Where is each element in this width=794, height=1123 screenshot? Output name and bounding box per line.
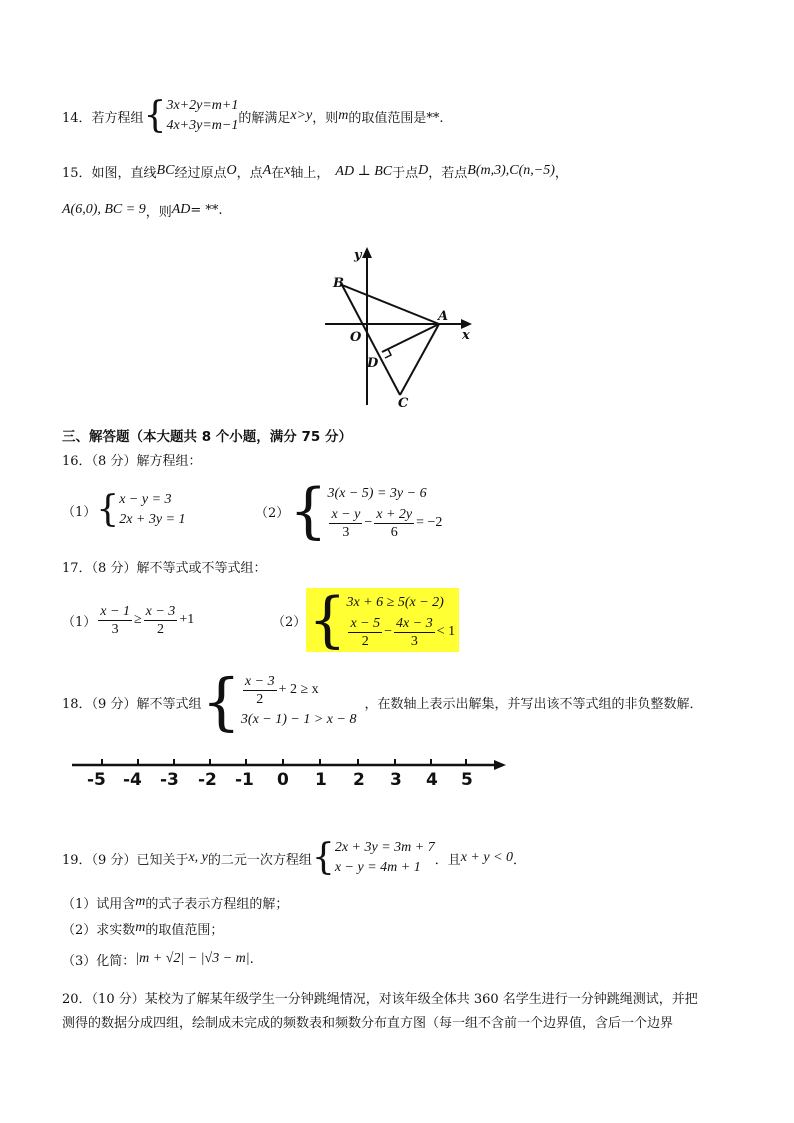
q19-vars: x, y bbox=[188, 850, 208, 865]
q19-s2-text: 的取值范围； bbox=[145, 922, 224, 938]
q18-rest1: + 2 ≥ x bbox=[278, 682, 319, 697]
tick-label: -5 bbox=[87, 770, 106, 790]
label-d: D bbox=[367, 356, 379, 371]
q20-line1: 20．（10 分）某校为了解某年级学生一分钟跳绳情况，对该年级全体共 360 名学生进行一分钟跳绳测试，并把 bbox=[62, 992, 698, 1007]
q16-p1-eq1: x − y = 3 bbox=[119, 492, 172, 507]
q15-text: ，若点 bbox=[428, 165, 468, 181]
tick-label: 3 bbox=[390, 770, 402, 790]
q14-system bbox=[144, 96, 239, 136]
label-o: O bbox=[350, 330, 362, 345]
question-19 bbox=[62, 836, 526, 880]
q19-s3-expr: |m + √2| − |√3 − m| bbox=[135, 951, 250, 966]
q15-text: 15．如图，直线 bbox=[62, 165, 157, 181]
q17-p2-den2: 3 bbox=[410, 633, 418, 649]
q18-intro: 18．（9 分）解不等式组 bbox=[62, 696, 202, 712]
q17-p2-num2: 4x − 3 bbox=[396, 615, 433, 631]
q19-sub3 bbox=[62, 947, 254, 971]
q14-eq2: 4x+3y=m−1 bbox=[166, 118, 239, 133]
q15-ad: AD bbox=[171, 202, 191, 217]
label-a: A bbox=[438, 309, 449, 324]
q18-num: x − 3 bbox=[244, 673, 275, 689]
q16-p2-num1: x − y bbox=[331, 506, 361, 522]
q16-p1-label: （1） bbox=[62, 504, 97, 520]
q15-x: x bbox=[284, 163, 291, 178]
q16-part1 bbox=[62, 488, 186, 532]
q15-text: 在 bbox=[271, 165, 285, 181]
q15-text: 轴上， bbox=[290, 165, 330, 181]
q16-p2-eq1: 3(x − 5) = 3y − 6 bbox=[327, 485, 427, 501]
q17-p1-ge: ≥ bbox=[133, 612, 142, 627]
label-x: x bbox=[462, 328, 470, 343]
tick-label: -1 bbox=[235, 770, 254, 790]
q14-eq1: 3x+2y=m+1 bbox=[166, 98, 239, 113]
q19-cond: x + y < 0 bbox=[460, 850, 514, 865]
q15-points: B(m,3),C(n,−5) bbox=[467, 163, 555, 178]
q15-text: 于点 bbox=[392, 165, 419, 181]
q14-cond: x>y bbox=[290, 108, 313, 123]
tick-label: -4 bbox=[123, 770, 142, 790]
section-title: 三、解答题（本大题共 8 个小题，满分 75 分） bbox=[62, 429, 352, 445]
q17-p2-num1: x − 5 bbox=[350, 615, 381, 631]
q19-sub1 bbox=[62, 891, 288, 913]
q16-p2-den1: 3 bbox=[342, 524, 350, 540]
q15-given: A(6,0), BC = 9 bbox=[62, 202, 146, 217]
q17-p1-num1: x − 1 bbox=[100, 603, 130, 619]
q17-p2-label: （2） bbox=[272, 614, 307, 630]
q17-p1-den2: 2 bbox=[156, 621, 164, 637]
tick-label: 4 bbox=[426, 770, 438, 790]
q16-p2-den2: 6 bbox=[390, 524, 398, 540]
q19-s3-text: （3）化简： bbox=[62, 953, 136, 969]
tick-label: 1 bbox=[315, 770, 327, 790]
q19-eq2: x − y = 4m + 1 bbox=[334, 860, 421, 875]
q19-s3-end: . bbox=[249, 951, 254, 967]
q16-p2-minus: − bbox=[364, 515, 373, 530]
q17-part2 bbox=[272, 584, 459, 656]
q19-s1-text: 的式子表示方程组的解； bbox=[145, 896, 289, 912]
q17-p1-num2: x − 3 bbox=[145, 603, 176, 619]
q17-p2-highlight bbox=[306, 585, 459, 655]
tick-label: 0 bbox=[277, 770, 289, 790]
q16-part2 bbox=[255, 476, 442, 546]
q17-p2-minus: − bbox=[384, 624, 393, 639]
q19-eq1: 2x + 3y = 3m + 7 bbox=[334, 840, 435, 855]
q19-sub2 bbox=[62, 917, 223, 939]
q15-text: ，点 bbox=[236, 165, 263, 181]
q14-comma: ，则 bbox=[312, 110, 339, 126]
brace-icon: { bbox=[308, 585, 347, 655]
q15-bc: BC bbox=[156, 163, 175, 178]
label-y: y bbox=[354, 248, 362, 263]
question-14 bbox=[62, 96, 444, 136]
q17-p2-eq1: 3x + 6 ≥ 5(x − 2) bbox=[346, 594, 444, 610]
label-c: C bbox=[398, 396, 409, 411]
tick-label: 2 bbox=[353, 770, 365, 790]
geometry-figure bbox=[320, 245, 480, 415]
q16-p1-eq2: 2x + 3y = 1 bbox=[119, 512, 186, 527]
q14-number: 14．若方程组 bbox=[62, 110, 144, 126]
q16-p2-rhs: = −2 bbox=[416, 515, 443, 530]
q19-s2-m: m bbox=[135, 920, 146, 935]
q15-text: ， bbox=[554, 165, 568, 181]
q15-text: ，则 bbox=[145, 204, 172, 220]
arrow-right-icon bbox=[494, 760, 506, 770]
q15-perp: AD ⊥ BC bbox=[335, 163, 393, 179]
q19-mid: 的二元一次方程组 bbox=[207, 852, 312, 868]
question-18 bbox=[62, 664, 702, 740]
q18-eq2: 3(x − 1) − 1 > x − 8 bbox=[240, 711, 357, 727]
segment-ba bbox=[342, 285, 439, 324]
q16-p2-num2: x + 2y bbox=[376, 506, 413, 522]
q17-p1-label: （1） bbox=[62, 614, 97, 630]
q15-a: A bbox=[262, 163, 272, 178]
q15-d: D bbox=[418, 163, 429, 178]
q17-p2-den1: 2 bbox=[361, 633, 369, 649]
q17-intro: 17．（8 分）解不等式或不等式组： bbox=[62, 561, 267, 576]
q18-den: 2 bbox=[256, 691, 264, 707]
q19-s1-text: （1）试用含 bbox=[62, 896, 136, 912]
q18-tail: ，在数轴上表示出解集，并写出该不等式组的非负整数解． bbox=[364, 696, 703, 712]
q17-p2-rhs: < 1 bbox=[436, 624, 456, 639]
brace-icon: { bbox=[143, 95, 167, 136]
q14-var: m bbox=[338, 108, 349, 123]
q19-s2-text: （2）求实数 bbox=[62, 922, 136, 938]
brace-icon: { bbox=[96, 489, 120, 530]
question-15-line1 bbox=[62, 160, 568, 182]
brace-icon: { bbox=[201, 665, 241, 738]
tick-label: -2 bbox=[198, 770, 217, 790]
q19-and: ．且 bbox=[434, 852, 461, 868]
q15-o: O bbox=[226, 163, 237, 178]
question-15-line2 bbox=[62, 199, 223, 221]
q16-intro: 16．（8 分）解方程组： bbox=[62, 454, 202, 469]
q17-p1-rhs: +1 bbox=[179, 612, 195, 627]
q19-dot: ． bbox=[513, 852, 527, 868]
tick-label: 5 bbox=[461, 770, 473, 790]
label-b: B bbox=[333, 276, 344, 291]
q15-text: 经过原点 bbox=[174, 165, 227, 181]
brace-icon: { bbox=[289, 476, 328, 546]
q19-s1-m: m bbox=[135, 894, 146, 909]
y-axis-arrow-icon bbox=[362, 247, 372, 258]
q14-mid: 的解满足 bbox=[238, 110, 291, 126]
tick-label: -3 bbox=[160, 770, 179, 790]
q17-part1 bbox=[62, 598, 194, 642]
q15-text: = **. bbox=[190, 202, 223, 218]
q14-tail: 的取值范围是**. bbox=[348, 110, 444, 126]
q20-line2: 测得的数据分成四组，绘制成未完成的频数表和频数分布直方图（每一组不含前一个边界值，含后一个边界 bbox=[62, 1016, 674, 1031]
brace-icon: { bbox=[311, 837, 335, 878]
q19-intro: 19．（9 分）已知关于 bbox=[62, 852, 189, 868]
q16-p2-label: （2） bbox=[255, 505, 290, 521]
q17-p1-den1: 3 bbox=[111, 621, 119, 637]
